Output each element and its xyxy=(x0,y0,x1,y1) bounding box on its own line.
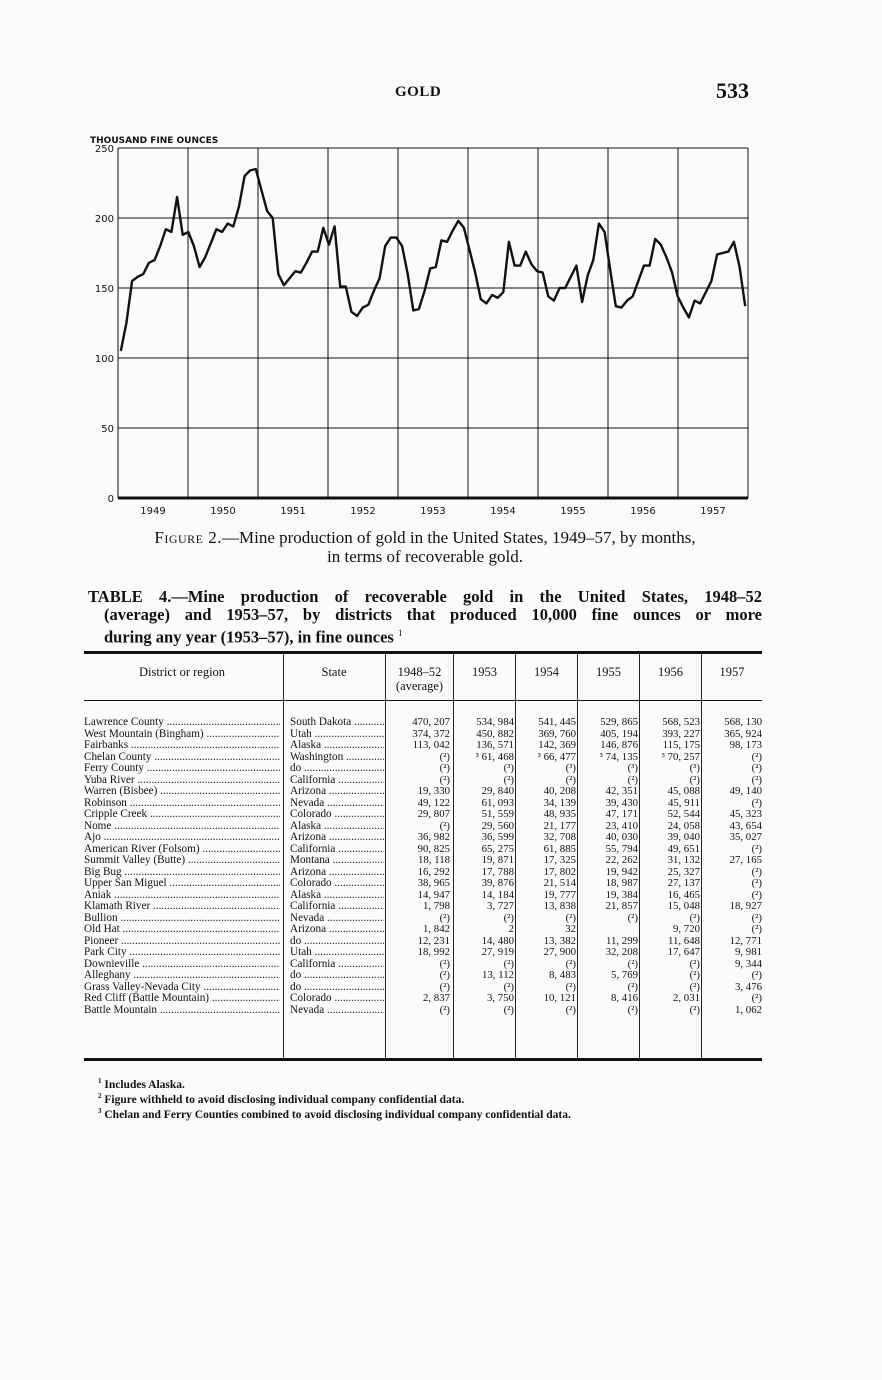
value-1957-cell: 27, 165 xyxy=(729,854,762,866)
value-1948-52-cell: (²) xyxy=(439,957,450,970)
district-cell: American River (Folsom) ..... xyxy=(84,844,280,856)
value-1956-cell: 115, 175 xyxy=(662,739,700,751)
value-1953-cell: 17, 788 xyxy=(481,865,514,878)
value-1954-cell: 10, 121 xyxy=(543,992,576,1004)
value-1954-cell: 61, 885 xyxy=(543,842,576,855)
x-tick-label: 1956 xyxy=(630,506,656,517)
value-1955-cell: 19, 942 xyxy=(605,865,638,878)
district-cell: Cripple Creek ..... xyxy=(84,809,280,821)
value-1956-cell: 17, 647 xyxy=(667,946,700,958)
value-1957-cell: (²) xyxy=(751,911,762,924)
table-bottom-rule xyxy=(84,1058,762,1061)
value-1948-52-cell: 1, 798 xyxy=(423,900,450,912)
state-cell: Alaska ..... xyxy=(290,890,384,902)
value-1953-cell: 29, 560 xyxy=(481,819,514,832)
district-cell: Fairbanks ..... xyxy=(84,740,280,752)
table-row xyxy=(84,809,762,821)
value-1956-cell: (²) xyxy=(689,980,700,993)
state-cell: California ..... xyxy=(290,959,384,971)
table-row xyxy=(84,878,762,890)
x-tick-label: 1950 xyxy=(210,506,236,517)
district-cell: Old Hat ..... xyxy=(84,924,280,936)
value-1948-52-cell: 18, 118 xyxy=(418,854,450,866)
value-1957-cell: 9, 981 xyxy=(735,946,762,958)
value-1953-cell: 450, 882 xyxy=(476,727,514,740)
value-1953-cell: 65, 275 xyxy=(481,842,514,855)
value-1948-52-cell: (²) xyxy=(439,819,450,832)
value-1954-cell: 48, 935 xyxy=(543,808,576,820)
value-1956-cell: 25, 327 xyxy=(667,865,700,878)
district-cell: Chelan County ..... xyxy=(84,752,280,764)
footnotes xyxy=(98,1076,571,1120)
value-1954-cell: 17, 325 xyxy=(543,854,576,866)
column-header-1955: 1955 xyxy=(596,665,621,679)
value-1955-cell: (²) xyxy=(627,980,638,993)
value-1956-cell: 45, 911 xyxy=(668,796,700,809)
value-1956-cell: (²) xyxy=(689,969,700,981)
table-row xyxy=(84,786,762,798)
table-row xyxy=(84,832,762,844)
value-1953-cell: 14, 184 xyxy=(481,888,514,901)
value-1956-cell: (²) xyxy=(689,773,700,786)
column-header-1957: 1957 xyxy=(719,665,745,679)
production-series-line xyxy=(121,169,745,351)
value-1955-cell: 18, 987 xyxy=(605,877,638,889)
state-cell: Arizona ..... xyxy=(290,786,384,798)
value-1953-cell: (²) xyxy=(503,980,514,993)
table-title-line-3: during any year (1953–57), in fine ounces xyxy=(104,627,394,647)
value-1956-cell: 9, 720 xyxy=(673,923,700,935)
table-row xyxy=(84,924,762,936)
district-cell: Alleghany ..... xyxy=(84,970,280,982)
column-header-1948-52-average: (average) xyxy=(395,679,444,693)
value-1955-cell: 11, 299 xyxy=(606,934,638,947)
value-1956-cell: 11, 648 xyxy=(668,934,700,947)
value-1955-cell: 47, 171 xyxy=(605,808,638,820)
x-tick-label: 1953 xyxy=(420,506,446,517)
value-1953-cell: 51, 559 xyxy=(481,808,514,820)
district-cell: Ferry County ..... xyxy=(84,763,280,775)
figure-caption-line-2: in terms of recoverable gold. xyxy=(327,547,523,566)
value-1953-cell: 534, 984 xyxy=(476,716,514,728)
value-1955-cell: 32, 208 xyxy=(605,946,638,958)
value-1956-cell: 15, 048 xyxy=(667,900,700,912)
value-1948-52-cell: (²) xyxy=(439,911,450,924)
figure-caption: Figure 2.—Mine production of gold in the United States, 1949–57, by months, in terms of recoverable gold. xyxy=(154,528,696,566)
column-header-district: District or region xyxy=(138,665,226,679)
district-cell: Upper San Miguel ..... xyxy=(84,878,280,890)
state-cell: Washington ..... xyxy=(290,752,384,764)
y-tick-label: 150 xyxy=(94,284,114,295)
value-1954-cell: 19, 777 xyxy=(543,888,576,901)
district-cell: Park City ..... xyxy=(84,947,280,959)
value-1957-cell: 12, 771 xyxy=(729,934,762,947)
value-1953-cell: 61, 093 xyxy=(481,796,514,809)
y-tick-label: 50 xyxy=(101,424,114,435)
value-1956-cell: ³ 70, 257 xyxy=(661,750,700,763)
value-1955-cell: (³) xyxy=(627,762,638,774)
value-1954-cell: 40, 208 xyxy=(543,785,576,797)
value-1948-52-cell: 38, 965 xyxy=(417,877,450,889)
value-1953-cell: 2 xyxy=(508,923,514,935)
value-1948-52-cell: 113, 042 xyxy=(412,739,450,751)
gold-production-chart xyxy=(80,130,760,522)
state-cell: Arizona ..... xyxy=(290,867,384,879)
y-tick-label: 200 xyxy=(94,214,114,225)
value-1957-cell: (²) xyxy=(751,865,762,878)
district-cell: Warren (Bisbee) ..... xyxy=(84,786,280,798)
value-1948-52-cell: 19, 330 xyxy=(417,785,450,797)
value-1955-cell: 22, 262 xyxy=(605,854,638,866)
value-1953-cell: 36, 599 xyxy=(481,831,514,843)
value-1954-cell: (²) xyxy=(565,980,576,993)
value-1953-cell: 14, 480 xyxy=(481,934,514,947)
value-1954-cell: 142, 369 xyxy=(538,739,576,751)
table-row xyxy=(84,993,762,1005)
value-1955-cell: (²) xyxy=(627,957,638,970)
value-1954-cell: (²) xyxy=(565,957,576,970)
value-1957-cell: (²) xyxy=(751,762,762,774)
value-1957-cell: 35, 027 xyxy=(729,831,762,843)
state-cell: Alaska ..... xyxy=(290,740,384,752)
x-tick-label: 1949 xyxy=(140,506,166,517)
state-cell: California ..... xyxy=(290,775,384,787)
state-cell: Arizona ..... xyxy=(290,924,384,936)
value-1954-cell: 13, 382 xyxy=(543,934,576,947)
value-1957-cell: 45, 323 xyxy=(729,808,762,820)
table-row xyxy=(84,740,762,752)
table-row xyxy=(84,901,762,913)
value-1957-cell: (²) xyxy=(751,773,762,786)
state-cell: California ..... xyxy=(290,844,384,856)
value-1948-52-cell: 374, 372 xyxy=(412,727,450,740)
value-1957-cell: (²) xyxy=(751,992,762,1004)
value-1956-cell: 2, 031 xyxy=(673,992,700,1004)
district-cell: Downieville ..... xyxy=(84,959,280,971)
value-1955-cell: 39, 430 xyxy=(605,796,638,809)
district-cell: Pioneer ..... xyxy=(84,936,280,948)
value-1948-52-cell: 36, 982 xyxy=(417,831,450,843)
value-1954-cell: 21, 177 xyxy=(543,819,576,832)
value-1957-cell: 43, 654 xyxy=(729,819,762,832)
y-tick-label: 100 xyxy=(94,354,114,365)
value-1955-cell: 55, 794 xyxy=(605,842,638,855)
value-1953-cell: 136, 571 xyxy=(476,739,514,751)
state-cell: South Dakota ..... xyxy=(290,717,384,729)
district-cell: Aniak ..... xyxy=(84,890,280,902)
value-1954-cell: 32, 708 xyxy=(543,831,576,843)
district-cell: Battle Mountain ..... xyxy=(84,1005,280,1017)
value-1955-cell: (²) xyxy=(627,773,638,786)
value-1954-cell: 32 xyxy=(565,923,576,935)
state-cell: California ..... xyxy=(290,901,384,913)
value-1948-52-cell: (²) xyxy=(439,762,450,774)
district-cell: Ajo ..... xyxy=(84,832,280,844)
value-1954-cell: 21, 514 xyxy=(543,877,576,889)
table-row xyxy=(84,855,762,867)
y-axis-label: THOUSAND FINE OUNCES xyxy=(90,136,219,146)
value-1955-cell: 42, 351 xyxy=(605,785,638,797)
district-cell: Lawrence County ..... xyxy=(84,717,280,729)
value-1955-cell: 146, 876 xyxy=(600,739,638,751)
state-cell: do ..... xyxy=(290,763,384,775)
value-1948-52-cell: 470, 207 xyxy=(412,716,450,728)
value-1953-cell: 27, 919 xyxy=(481,946,514,958)
value-1948-52-cell: (²) xyxy=(439,969,450,981)
value-1954-cell: 13, 838 xyxy=(543,900,576,912)
district-cell: Red Cliff (Battle Mountain) ..... xyxy=(84,993,280,1005)
x-tick-label: 1951 xyxy=(280,506,306,517)
value-1953-cell: (²) xyxy=(503,911,514,924)
table-row xyxy=(84,717,762,729)
value-1957-cell: (²) xyxy=(751,842,762,855)
state-cell: Colorado ..... xyxy=(290,809,384,821)
value-1956-cell: 24, 058 xyxy=(667,819,700,832)
footnote: $^2$ Figure withheld to avoid disclosing individual company confidential data. xyxy=(98,1091,465,1106)
table-row xyxy=(84,970,762,982)
value-1948-52-cell: 1, 842 xyxy=(423,923,450,935)
district-cell: Nome ..... xyxy=(84,821,280,833)
column-header-1956: 1956 xyxy=(658,665,683,679)
district-cell: Klamath River ..... xyxy=(84,901,280,913)
value-1956-cell: 393, 227 xyxy=(662,727,700,740)
figure-caption-line-1: Mine production of gold in the United States, 1949–57, by months, xyxy=(239,528,696,547)
table-row xyxy=(84,763,762,775)
value-1957-cell: 568, 130 xyxy=(724,716,762,728)
value-1956-cell: 16, 465 xyxy=(667,888,700,901)
value-1948-52-cell: 18, 992 xyxy=(417,946,450,958)
value-1956-cell: 27, 137 xyxy=(667,877,700,889)
value-1954-cell: 541, 445 xyxy=(538,716,576,728)
table-row xyxy=(84,752,762,764)
table-top-rule xyxy=(84,651,762,654)
value-1954-cell: (²) xyxy=(565,773,576,786)
value-1957-cell: (²) xyxy=(751,969,762,981)
state-cell: do ..... xyxy=(290,970,384,982)
value-1955-cell: (²) xyxy=(627,1003,638,1016)
state-cell: Colorado ..... xyxy=(290,993,384,1005)
district-cell: Bullion ..... xyxy=(84,913,280,925)
district-cell: Yuba River ..... xyxy=(84,775,280,787)
value-1954-cell: ³ 66, 477 xyxy=(537,750,576,763)
value-1948-52-cell: 12, 231 xyxy=(417,934,450,947)
value-1956-cell: (²) xyxy=(689,957,700,970)
value-1948-52-cell: 49, 122 xyxy=(417,796,450,809)
state-cell: Alaska ..... xyxy=(290,821,384,833)
value-1955-cell: 5, 769 xyxy=(611,969,638,981)
x-tick-label: 1955 xyxy=(560,506,586,517)
value-1948-52-cell: (²) xyxy=(439,1003,450,1016)
value-1957-cell: (²) xyxy=(751,750,762,763)
value-1957-cell: (²) xyxy=(751,877,762,889)
value-1955-cell: (²) xyxy=(627,911,638,924)
value-1956-cell: (²) xyxy=(689,911,700,924)
value-1956-cell: 52, 544 xyxy=(667,808,700,820)
value-1948-52-cell: 14, 947 xyxy=(417,888,450,901)
column-header-state: State xyxy=(321,665,347,679)
value-1957-cell: 49, 140 xyxy=(729,785,762,797)
state-cell: Arizona ..... xyxy=(290,832,384,844)
value-1953-cell: (²) xyxy=(503,957,514,970)
value-1956-cell: 31, 132 xyxy=(667,854,700,866)
value-1954-cell: 27, 900 xyxy=(543,946,576,958)
column-header-1954: 1954 xyxy=(534,665,559,679)
value-1957-cell: (²) xyxy=(751,796,762,809)
value-1957-cell: 9, 344 xyxy=(735,957,762,970)
table-title-line-1: TABLE 4.—Mine production of recoverable gold in the United States, 1948–52 xyxy=(88,587,762,606)
value-1956-cell: (²) xyxy=(689,1003,700,1016)
value-1955-cell: ³ 74, 135 xyxy=(599,750,638,763)
value-1955-cell: 529, 865 xyxy=(600,716,638,728)
column-header-1948-52-years: 1948–52 xyxy=(397,665,442,679)
column-header-1953: 1953 xyxy=(472,665,497,679)
value-1957-cell: (²) xyxy=(751,888,762,901)
page-number: 533 xyxy=(716,78,749,103)
value-1957-cell: 98, 173 xyxy=(729,739,762,751)
value-1948-52-cell: 90, 825 xyxy=(417,842,450,855)
value-1955-cell: 405, 194 xyxy=(600,727,638,740)
value-1953-cell: 3, 727 xyxy=(487,900,514,912)
value-1948-52-cell: (²) xyxy=(439,773,450,786)
value-1953-cell: 39, 876 xyxy=(481,877,514,889)
value-1953-cell: (³) xyxy=(503,762,514,774)
value-1956-cell: 45, 088 xyxy=(667,785,700,797)
running-header-title: GOLD xyxy=(395,84,442,100)
value-1948-52-cell: 16, 292 xyxy=(417,865,450,878)
value-1956-cell: (³) xyxy=(689,762,700,774)
value-1953-cell: 19, 871 xyxy=(481,854,514,866)
y-tick-label: 0 xyxy=(107,494,114,505)
value-1957-cell: 3, 476 xyxy=(735,980,762,993)
value-1954-cell: 369, 760 xyxy=(538,727,576,740)
state-cell: Utah ..... xyxy=(290,947,384,959)
value-1957-cell: (²) xyxy=(751,923,762,935)
value-1953-cell: 13, 112 xyxy=(482,969,514,981)
value-1954-cell: 17, 802 xyxy=(543,865,576,878)
table-title-footnote-mark: 1 xyxy=(397,628,403,638)
x-tick-label: 1954 xyxy=(490,506,516,517)
value-1953-cell: (²) xyxy=(503,773,514,786)
footnote: $^1$ Includes Alaska. xyxy=(98,1077,185,1091)
value-1954-cell: 8, 483 xyxy=(549,969,576,981)
value-1955-cell: 19, 384 xyxy=(605,888,638,901)
value-1953-cell: 3, 750 xyxy=(487,992,514,1004)
state-cell: Utah ..... xyxy=(290,729,384,741)
table-body xyxy=(84,717,762,1016)
district-cell: West Mountain (Bingham) ..... xyxy=(84,729,280,741)
table-row xyxy=(84,959,762,971)
value-1955-cell: 40, 030 xyxy=(605,831,638,843)
state-cell: Nevada ..... xyxy=(290,798,384,810)
table-header-rule xyxy=(84,700,762,701)
value-1954-cell: 34, 139 xyxy=(543,796,576,809)
district-cell: Grass Valley-Nevada City ..... xyxy=(84,982,280,994)
table-title xyxy=(88,588,762,647)
table-row xyxy=(84,947,762,959)
value-1956-cell: 39, 040 xyxy=(667,831,700,843)
value-1953-cell: (²) xyxy=(503,1003,514,1016)
value-1955-cell: 8, 416 xyxy=(611,992,638,1004)
state-cell: do ..... xyxy=(290,982,384,994)
value-1955-cell: 23, 410 xyxy=(605,819,638,832)
state-cell: do ..... xyxy=(290,936,384,948)
x-tick-label: 1952 xyxy=(350,506,376,517)
value-1956-cell: 49, 651 xyxy=(667,842,700,855)
value-1954-cell: (³) xyxy=(565,762,576,774)
value-1957-cell: 365, 924 xyxy=(724,727,762,740)
value-1953-cell: ³ 61, 468 xyxy=(475,750,514,763)
column-header-1948-52 xyxy=(386,665,453,693)
table-row xyxy=(84,1005,762,1017)
district-cell: Big Bug ..... xyxy=(84,867,280,879)
x-tick-label: 1957 xyxy=(700,506,726,517)
y-tick-label: 250 xyxy=(94,144,114,155)
state-cell: Nevada ..... xyxy=(290,1005,384,1017)
state-cell: Colorado ..... xyxy=(290,878,384,890)
value-1956-cell: 568, 523 xyxy=(662,716,700,728)
footnote: $^3$ Chelan and Ferry Counties combined to avoid disclosing individual company confidential data. xyxy=(98,1106,571,1121)
state-cell: Nevada ..... xyxy=(290,913,384,925)
value-1957-cell: 1, 062 xyxy=(735,1003,762,1016)
figure-label: Figure 2. xyxy=(154,528,222,547)
district-cell: Robinson ..... xyxy=(84,798,280,810)
value-1954-cell: (²) xyxy=(565,1003,576,1016)
value-1948-52-cell: 2, 837 xyxy=(423,992,450,1004)
value-1948-52-cell: (²) xyxy=(439,750,450,763)
value-1953-cell: 29, 840 xyxy=(481,785,514,797)
table-title-line-2: (average) and 1953–57, by districts that produced 10,000 fine ounces or more xyxy=(104,605,762,624)
value-1955-cell: 21, 857 xyxy=(605,900,638,912)
value-1948-52-cell: (²) xyxy=(439,980,450,993)
district-cell: Summit Valley (Butte) ..... xyxy=(84,855,280,867)
state-cell: Montana ..... xyxy=(290,855,384,867)
value-1948-52-cell: 29, 807 xyxy=(417,808,450,820)
value-1954-cell: (²) xyxy=(565,911,576,924)
value-1957-cell: 18, 927 xyxy=(729,900,762,912)
